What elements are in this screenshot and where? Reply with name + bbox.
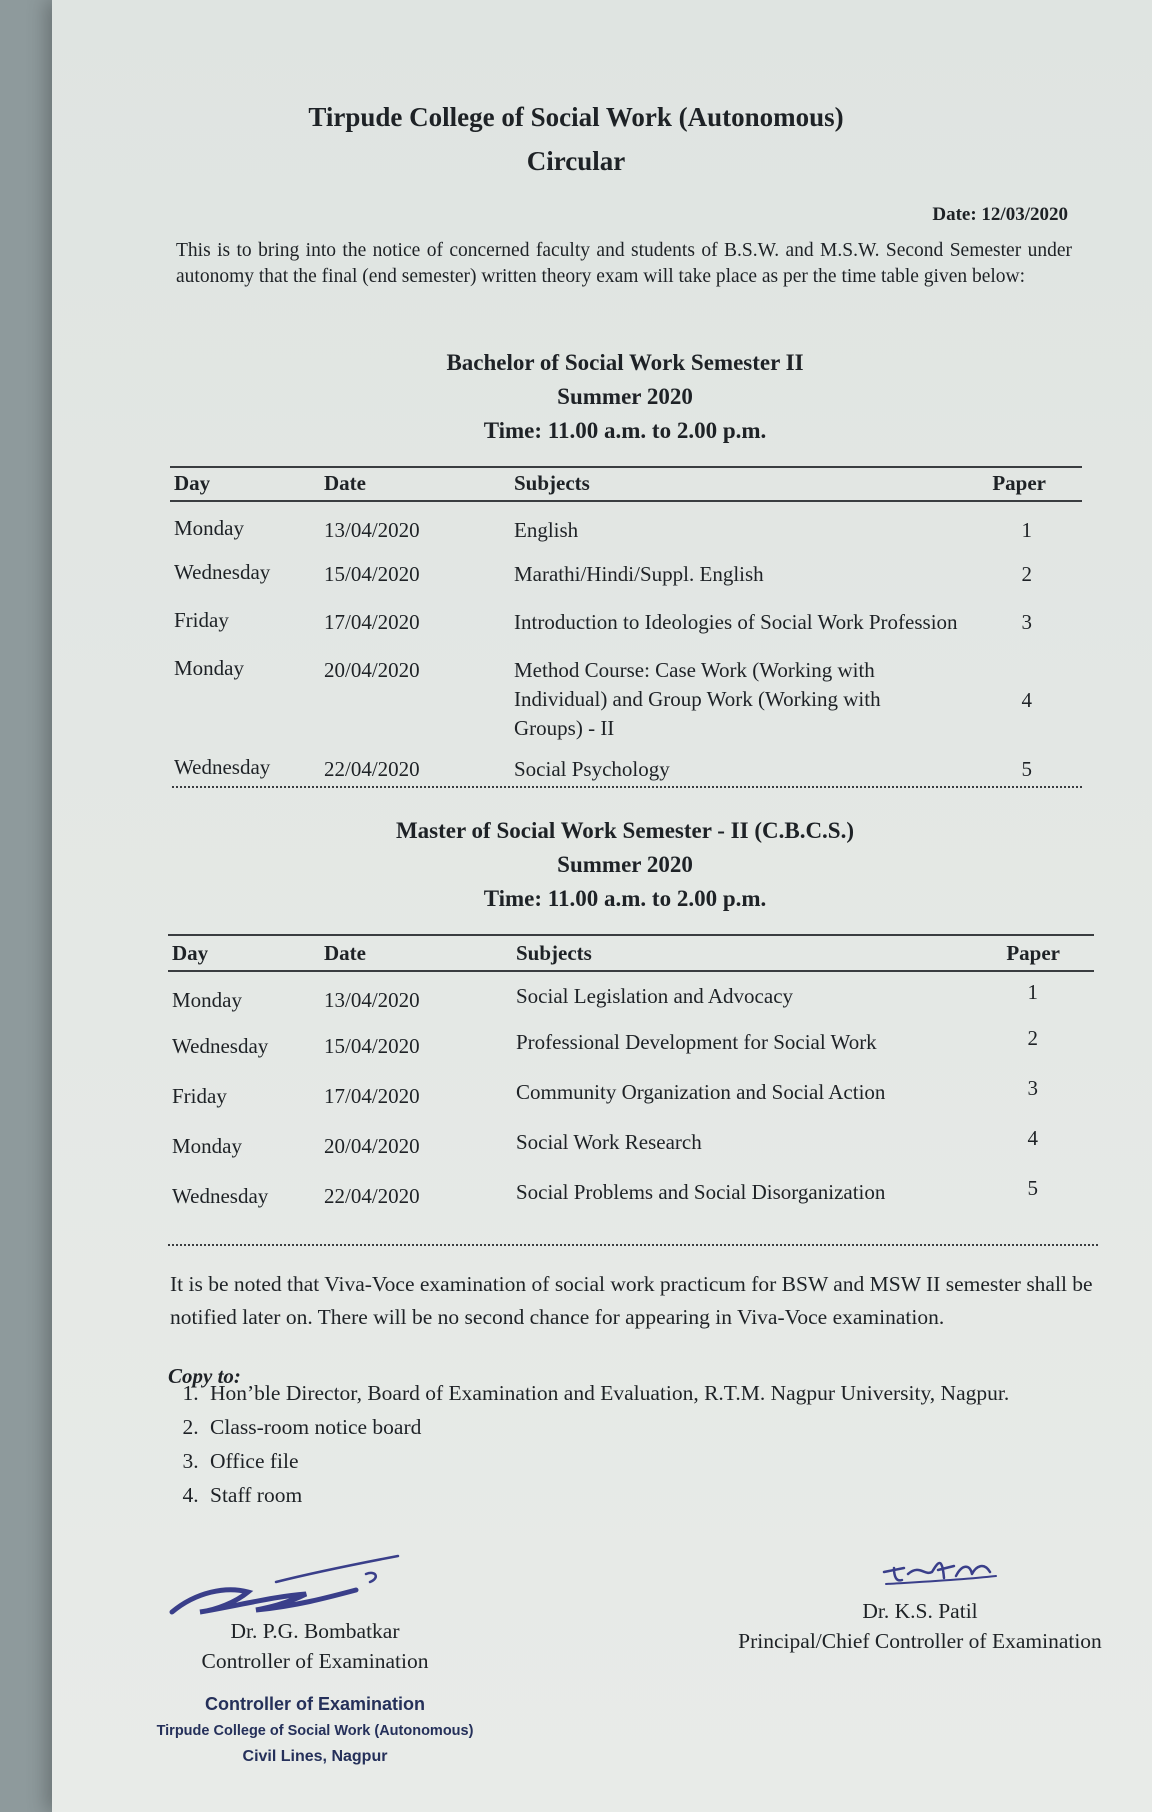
bsw-heading: Bachelor of Social Work Semester II (446, 350, 804, 375)
date-cell: 20/04/2020 (324, 1134, 420, 1158)
day-cell: Wednesday (174, 560, 271, 584)
column-header-day: Day (172, 940, 209, 965)
paper-cell: 4 (1027, 1126, 1038, 1150)
paper-cell: 3 (1021, 610, 1032, 634)
day-cell: Friday (174, 608, 229, 632)
signatory-left (170, 1616, 460, 1676)
subject-cell: Professional Development for Social Work (516, 1030, 877, 1054)
date-cell: 20/04/2020 (324, 658, 420, 682)
day-cell: Monday (172, 1134, 242, 1158)
office-stamp (130, 1690, 500, 1770)
paper-cell: 5 (1021, 757, 1032, 781)
date-cell: 13/04/2020 (324, 988, 420, 1012)
table-row (174, 596, 1046, 644)
date-cell: 15/04/2020 (324, 1034, 420, 1058)
paper-cell: 2 (1027, 1026, 1038, 1050)
list-item: 1. Hon’ble Director, Board of Examination and Evaluation, R.T.M. Nagpur University, Nagpur. (204, 1376, 1030, 1410)
msw-timetable (172, 936, 1060, 1220)
column-header-date: Date (324, 940, 366, 965)
column-header-date: Date (324, 470, 366, 495)
bsw-time: Time: 11.00 a.m. to 2.00 p.m. (483, 418, 767, 443)
column-header-subjects: Subjects (514, 470, 590, 495)
msw-time: Time: 11.00 a.m. to 2.00 p.m. (483, 886, 767, 911)
column-header-day: Day (174, 470, 211, 495)
msw-session: Summer 2020 (557, 852, 693, 877)
date-cell: 15/04/2020 (324, 562, 420, 586)
signatory-left-name: Dr. P.G. Bombatkar (230, 1619, 400, 1643)
subject-cell: Marathi/Hindi/Suppl. English (514, 562, 764, 586)
column-header-paper: Paper (992, 470, 1046, 495)
copy-to-heading: Copy to: (168, 1364, 241, 1388)
paper-cell: 1 (1027, 980, 1038, 1004)
msw-heading: Master of Social Work Semester - II (C.B.C.S.) (395, 818, 855, 843)
subject-cell: Social Psychology (514, 757, 670, 781)
day-cell: Wednesday (172, 1034, 269, 1058)
day-cell: Friday (172, 1084, 227, 1108)
bsw-table-bottom-rule (172, 786, 1082, 788)
table-header-row (172, 936, 1060, 970)
circular-date: Date: 12/03/2020 (932, 204, 1068, 225)
stamp-line-1: Controller of Examination (204, 1694, 426, 1714)
paper-cell: 4 (1021, 688, 1032, 712)
copy-to-list (168, 1376, 1104, 1512)
table-row (174, 500, 1046, 548)
column-header-subjects: Subjects (516, 940, 592, 965)
bsw-session: Summer 2020 (557, 384, 693, 409)
paper-cell: 3 (1027, 1076, 1038, 1100)
table-row (172, 1120, 1060, 1170)
stamp-line-3: Civil Lines, Nagpur (242, 1748, 388, 1765)
date-cell: 17/04/2020 (324, 610, 420, 634)
subject-cell: Social Work Research (516, 1130, 702, 1154)
table-row (172, 1070, 1060, 1120)
msw-table-bottom-rule (168, 1244, 1098, 1246)
bsw-timetable (174, 466, 1046, 791)
viva-voce-note: It is be noted that Viva-Voce examination of social work practicum for BSW and MSW II semester shall be notified later on. There will be no second chance for appearing in Viva-Voce examination. (170, 1272, 1093, 1329)
table-row (172, 970, 1060, 1020)
date-cell: 17/04/2020 (324, 1084, 420, 1108)
subject-cell: English (514, 518, 579, 542)
table-row (174, 743, 1046, 791)
signatory-left-title: Controller of Examination (201, 1649, 429, 1673)
table-header-row (174, 466, 1046, 500)
table-row (172, 1170, 1060, 1220)
intro-paragraph: This is to bring into the notice of concerned faculty and students of B.S.W. and M.S.W. Second Semester under autonomy that the final (end semester) written theory exam will take place as per the time table given below: (176, 240, 1072, 287)
subject-cell: Introduction to Ideologies of Social Work Profession (514, 610, 958, 634)
table-row (172, 1020, 1060, 1070)
college-title: Tirpude College of Social Work (Autonomous) (308, 102, 844, 132)
circular-heading: Circular (526, 146, 626, 176)
day-cell: Monday (172, 988, 242, 1012)
paper-cell: 5 (1027, 1176, 1038, 1200)
subject-cell: Social Legislation and Advocacy (516, 984, 794, 1008)
table-row (174, 644, 1046, 743)
subject-cell: Social Problems and Social Disorganization (516, 1180, 886, 1204)
paper-cell: 2 (1021, 562, 1032, 586)
day-cell: Monday (174, 656, 244, 680)
date-cell: 13/04/2020 (324, 518, 420, 542)
list-item: 2. Class-room notice board (204, 1410, 1104, 1444)
handwritten-signature-right (880, 1542, 1000, 1590)
subject-cell: Community Organization and Social Action (516, 1080, 886, 1104)
day-cell: Wednesday (172, 1184, 269, 1208)
stamp-line-2: Tirpude College of Social Work (Autonomous) (156, 1723, 474, 1739)
signatory-right-title: Principal/Chief Controller of Examination (738, 1629, 1102, 1653)
signatory-right-name: Dr. K.S. Patil (862, 1599, 978, 1623)
date-cell: 22/04/2020 (324, 1184, 420, 1208)
list-item: 4. Staff room (204, 1478, 1104, 1512)
column-header-paper: Paper (1006, 940, 1060, 965)
date-cell: 22/04/2020 (324, 757, 420, 781)
signatory-right (710, 1596, 1130, 1656)
paper-cell: 1 (1021, 518, 1032, 542)
day-cell: Monday (174, 516, 244, 540)
table-row (174, 548, 1046, 596)
list-item: 3. Office file (204, 1444, 1104, 1478)
subject-cell: Method Course: Case Work (Working with Individual) and Group Work (Working with Groups) - II (514, 658, 881, 740)
day-cell: Wednesday (174, 755, 271, 779)
